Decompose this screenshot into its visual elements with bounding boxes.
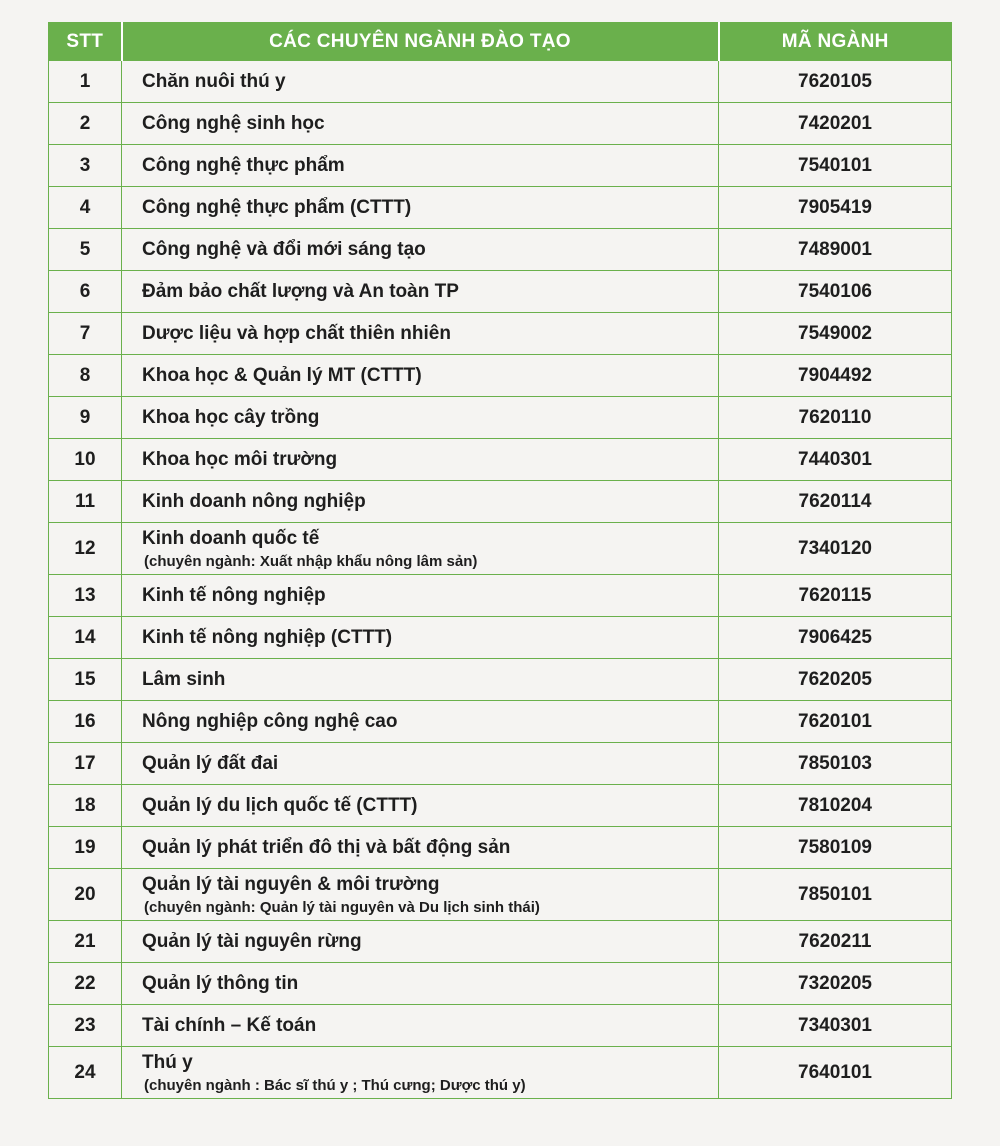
table-row <box>49 355 952 397</box>
row-major-code: 7340120 <box>719 523 952 575</box>
row-major-code: 7620115 <box>719 575 952 617</box>
row-major-name-cell <box>122 481 719 523</box>
row-major-code: 7340301 <box>719 1005 952 1047</box>
row-major-name: Tài chính – Kế toán <box>142 1014 317 1036</box>
row-major-code: 7640101 <box>719 1047 952 1099</box>
table-header <box>49 23 952 61</box>
table-row <box>49 271 952 313</box>
row-major-name-cell <box>122 1005 719 1047</box>
row-stt: 7 <box>49 313 122 355</box>
table-row <box>49 963 952 1005</box>
row-stt: 15 <box>49 659 122 701</box>
row-major-name: Chăn nuôi thú y <box>142 70 286 92</box>
table-row <box>49 397 952 439</box>
row-stt: 2 <box>49 103 122 145</box>
table-row <box>49 743 952 785</box>
row-stt: 20 <box>49 869 122 921</box>
table-row <box>49 1005 952 1047</box>
table-row <box>49 103 952 145</box>
row-major-name: Công nghệ thực phẩm <box>142 154 345 176</box>
row-major-code: 7620110 <box>719 397 952 439</box>
majors-table-container <box>48 22 951 1099</box>
row-stt: 5 <box>49 229 122 271</box>
row-stt: 6 <box>49 271 122 313</box>
row-stt: 4 <box>49 187 122 229</box>
table-row <box>49 481 952 523</box>
row-major-name: Dược liệu và hợp chất thiên nhiên <box>142 322 451 344</box>
row-major-name-cell <box>122 397 719 439</box>
row-major-name: Công nghệ sinh học <box>142 112 325 134</box>
row-stt: 23 <box>49 1005 122 1047</box>
table-body <box>49 61 952 1099</box>
table-row <box>49 187 952 229</box>
row-stt: 18 <box>49 785 122 827</box>
header-code: MÃ NGÀNH <box>719 23 952 61</box>
table-row <box>49 229 952 271</box>
row-major-name-cell <box>122 659 719 701</box>
row-major-name-cell <box>122 523 719 575</box>
row-major-name: Thú y <box>142 1051 193 1073</box>
row-major-code: 7620101 <box>719 701 952 743</box>
row-major-name-cell <box>122 439 719 481</box>
row-major-code: 7810204 <box>719 785 952 827</box>
row-major-code: 7540106 <box>719 271 952 313</box>
row-major-name-cell <box>122 271 719 313</box>
row-major-name: Công nghệ thực phẩm (CTTT) <box>142 196 412 218</box>
row-major-name: Khoa học cây trồng <box>142 406 320 428</box>
row-major-code: 7540101 <box>719 145 952 187</box>
row-major-code: 7620105 <box>719 61 952 103</box>
row-major-specialization: (chuyên ngành : Bác sĩ thú y ; Thú cưng; Dược thú y) <box>144 1076 526 1094</box>
row-stt: 21 <box>49 921 122 963</box>
row-major-name-cell <box>122 701 719 743</box>
row-stt: 8 <box>49 355 122 397</box>
row-stt: 3 <box>49 145 122 187</box>
table-row <box>49 869 952 921</box>
row-major-name-cell <box>122 187 719 229</box>
row-major-name: Đảm bảo chất lượng và An toàn TP <box>142 280 459 302</box>
table-row <box>49 785 952 827</box>
table-row <box>49 61 952 103</box>
row-major-code: 7549002 <box>719 313 952 355</box>
table-row <box>49 523 952 575</box>
row-major-name-cell <box>122 921 719 963</box>
row-major-name: Quản lý phát triển đô thị và bất động sản <box>142 836 511 858</box>
row-major-name-cell <box>122 827 719 869</box>
row-major-name-cell <box>122 145 719 187</box>
row-stt: 14 <box>49 617 122 659</box>
row-major-name-cell <box>122 785 719 827</box>
row-major-code: 7904492 <box>719 355 952 397</box>
row-major-name-cell <box>122 963 719 1005</box>
row-major-name-cell <box>122 1047 719 1099</box>
row-major-name: Quản lý tài nguyên rừng <box>142 930 362 952</box>
row-major-code: 7489001 <box>719 229 952 271</box>
row-stt: 19 <box>49 827 122 869</box>
row-major-code: 7320205 <box>719 963 952 1005</box>
table-row <box>49 439 952 481</box>
row-major-specialization: (chuyên ngành: Xuất nhập khẩu nông lâm sản) <box>144 552 478 570</box>
row-stt: 12 <box>49 523 122 575</box>
table-row <box>49 313 952 355</box>
row-major-name: Quản lý thông tin <box>142 972 299 994</box>
row-major-name: Lâm sinh <box>142 668 226 690</box>
table-row <box>49 617 952 659</box>
header-row <box>49 23 952 61</box>
row-stt: 16 <box>49 701 122 743</box>
row-major-name: Công nghệ và đổi mới sáng tạo <box>142 238 426 260</box>
majors-table <box>48 22 952 1099</box>
row-major-code: 7620205 <box>719 659 952 701</box>
table-row <box>49 701 952 743</box>
row-major-name-cell <box>122 103 719 145</box>
row-stt: 17 <box>49 743 122 785</box>
row-major-name-cell <box>122 229 719 271</box>
row-stt: 22 <box>49 963 122 1005</box>
row-stt: 11 <box>49 481 122 523</box>
row-major-name-cell <box>122 575 719 617</box>
row-stt: 9 <box>49 397 122 439</box>
row-major-specialization: (chuyên ngành: Quản lý tài nguyên và Du lịch sinh thái) <box>144 898 540 916</box>
row-major-name-cell <box>122 743 719 785</box>
row-major-code: 7850103 <box>719 743 952 785</box>
table-row <box>49 827 952 869</box>
header-stt: STT <box>49 23 122 61</box>
row-major-name-cell <box>122 617 719 659</box>
row-stt: 1 <box>49 61 122 103</box>
table-row <box>49 575 952 617</box>
row-major-name: Kinh tế nông nghiệp <box>142 584 326 606</box>
header-majors: CÁC CHUYÊN NGÀNH ĐÀO TẠO <box>122 23 719 61</box>
row-major-code: 7420201 <box>719 103 952 145</box>
row-major-code: 7850101 <box>719 869 952 921</box>
row-major-name: Quản lý đất đai <box>142 752 279 774</box>
table-row <box>49 921 952 963</box>
row-stt: 13 <box>49 575 122 617</box>
row-major-name-cell <box>122 355 719 397</box>
row-major-name-cell <box>122 869 719 921</box>
table-row <box>49 659 952 701</box>
row-major-name: Quản lý tài nguyên & môi trường <box>142 873 440 895</box>
row-major-name-cell <box>122 61 719 103</box>
row-major-code: 7620114 <box>719 481 952 523</box>
row-stt: 24 <box>49 1047 122 1099</box>
row-major-name-cell <box>122 313 719 355</box>
row-major-code: 7906425 <box>719 617 952 659</box>
row-major-name: Nông nghiệp công nghệ cao <box>142 710 398 732</box>
row-major-name: Khoa học & Quản lý MT (CTTT) <box>142 364 422 386</box>
row-major-name: Quản lý du lịch quốc tế (CTTT) <box>142 794 418 816</box>
row-major-name: Kinh doanh quốc tế <box>142 527 320 549</box>
row-stt: 10 <box>49 439 122 481</box>
row-major-name: Khoa học môi trường <box>142 448 338 470</box>
row-major-code: 7580109 <box>719 827 952 869</box>
row-major-code: 7905419 <box>719 187 952 229</box>
table-row <box>49 1047 952 1099</box>
row-major-name: Kinh doanh nông nghiệp <box>142 490 366 512</box>
row-major-code: 7620211 <box>719 921 952 963</box>
row-major-name: Kinh tế nông nghiệp (CTTT) <box>142 626 393 648</box>
row-major-code: 7440301 <box>719 439 952 481</box>
table-row <box>49 145 952 187</box>
